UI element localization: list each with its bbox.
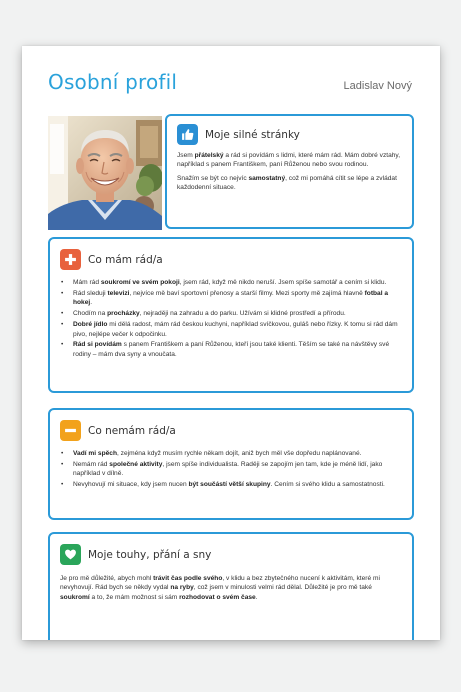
plus-icon (60, 249, 81, 270)
list-item: • Rád sleduji televizi, nejvíce mě baví sportovní přenosy a starší filmy. Mezi sporty mě zajímá hlavně fotbal a hokej. (60, 289, 402, 308)
list-item: • Rád si povídám s panem Františkem a paní Růženou, kteří jsou také klienti. Těším se také na návštěvy své rodiny – mám dva syny a vnoučata. (60, 340, 402, 359)
list-item: • Mám rád soukromí ve svém pokoji, jsem rád, když mě nikdo neruší. Jsem spíše samotář a cením si klidu. (60, 278, 402, 287)
likes-list (60, 278, 402, 359)
list-item: • Vadí mi spěch, zejména když musím rychle někam dojít, aniž bych měl vše dopředu naplánované. (60, 449, 402, 458)
dislikes-title: Co nemám rád/a (88, 424, 176, 437)
strengths-text (177, 151, 404, 193)
page-title: Osobní profil (48, 70, 178, 94)
list-item: • Nevyhovují mi situace, kdy jsem nucen být součástí větší skupiny. Cením si svého klidu a samostatnosti. (60, 480, 402, 489)
profile-photo (48, 116, 162, 230)
thumbs-up-icon (177, 124, 198, 145)
heart-icon (60, 544, 81, 565)
likes-title: Co mám rád/a (88, 253, 163, 266)
elderly-man-portrait (48, 116, 162, 230)
wishes-card (48, 532, 414, 640)
profile-sheet (22, 46, 440, 640)
paragraph: Jsem přátelský a rád si povídám s lidmi, které mám rád. Mám dobré vztahy, například s panem Františkem, paní Růženou nebo svou rodinou. (177, 152, 401, 169)
strengths-card (165, 114, 414, 229)
list-item: • Nemám rád společné aktivity, jsem spíše individualista. Raději se zapojím jen tam, kde je méně lidí, jako například v dílně. (60, 460, 402, 479)
dislikes-list (60, 449, 402, 490)
dislikes-header (60, 420, 402, 441)
person-name: Ladislav Nový (343, 80, 412, 92)
wishes-title: Moje touhy, přání a sny (88, 548, 212, 561)
likes-header (60, 249, 402, 270)
likes-card (48, 237, 414, 393)
wishes-text (60, 574, 402, 602)
strengths-header (177, 124, 404, 145)
list-item: • Chodím na procházky, nejraději na zahradu a do parku. Užívám si klidné prostředí a přírodu. (60, 309, 402, 318)
dislikes-card (48, 408, 414, 520)
minus-icon (60, 420, 81, 441)
list-item: • Dobré jídlo mi dělá radost, mám rád českou kuchyni, například svíčkovou, guláš nebo řízky. K tomu si rád dám pivo, nejlépe večer k odpočinku. (60, 320, 402, 339)
wishes-header (60, 544, 402, 565)
strengths-title: Moje silné stránky (205, 128, 300, 141)
paragraph: Snažím se být co nejvíc samostatný, což mi pomáhá cítit se lépe a zvládat každodenní situace. (177, 174, 397, 192)
paragraph: Je pro mě důležité, abych mohl trávit čas podle svého, v klidu a bez zbytečného nucení k aktivitám, které mi nevyhovují. Rád bych se někdy vydal na ryby, což jsem v minulosti velmi rád dělal. Důležité je pro mě také soukromí a to, že mám možnost si sám rozhodovat o svém čase. (60, 575, 380, 601)
